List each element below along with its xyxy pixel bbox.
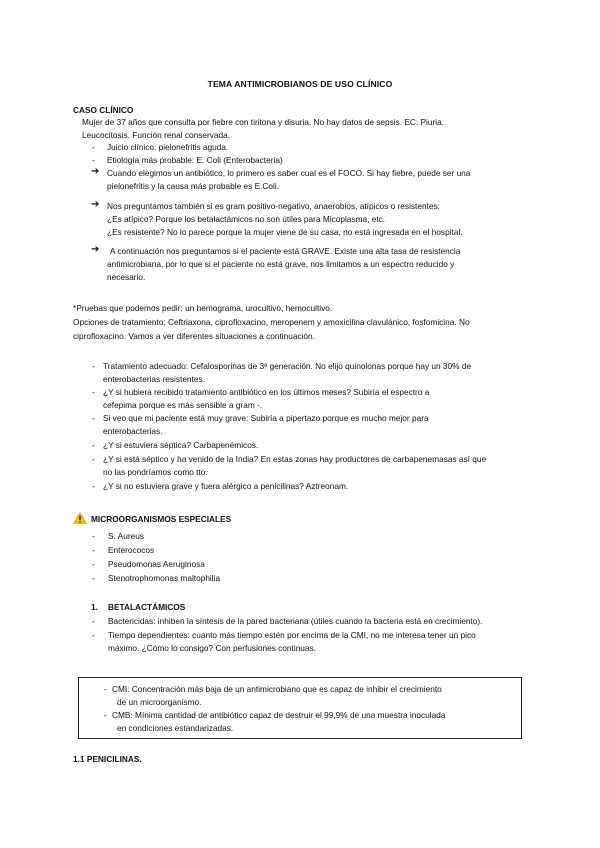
arrow-2-line-2: ¿Es atípico? Porque los betalactámicos no son útiles para Micoplasma, etc.	[107, 214, 386, 224]
micro-item: Pseudomonas Aeruginosa	[108, 559, 205, 569]
tratamiento-3-line-2: enterobacterias.	[103, 426, 163, 436]
beta-item-2-line-2: máximo. ¿Cómo lo consigo? Con perfusiones continuas.	[108, 643, 316, 653]
arrow-3-line-1: A continuación nos preguntamos si el paciente está GRAVE. Existe una alta tasa de resistencia	[110, 246, 461, 256]
dash-marker: -	[104, 710, 107, 720]
dash-marker: -	[92, 142, 95, 152]
arrow-1-line-1: Cuando elegimos un antibiótico, lo primero es saber cual es el FOCO. Si hay fiebre, puede ser una	[107, 168, 471, 178]
right-arrow-icon: ➔	[91, 244, 100, 255]
arrow-1-line-2: pielonefritis y la causa más probable es E.Coli.	[107, 181, 280, 191]
micro-item: Stenotrophomonas maltophilia	[108, 573, 221, 583]
cmb-line-1: CMB: Mínima cantidad de antibiótico capaz de destruir el 99,9% de una muestra inoculada	[112, 710, 446, 720]
dash-marker: -	[92, 616, 95, 626]
tratamiento-2-line-1: ¿Y si hubiera recibido tratamiento antibiótico en los últimos meses? Subiría el espectro a	[103, 387, 430, 397]
dash-marker: -	[104, 684, 107, 694]
micro-item: S. Aureus	[108, 531, 144, 541]
right-arrow-icon: ➔	[91, 166, 100, 177]
arrow-3-line-3: necesario.	[107, 272, 146, 282]
tratamiento-5-line-2: no las pondríamos como tto.	[103, 467, 208, 477]
penicilinas-heading: 1.1 PENICILINAS.	[73, 754, 142, 764]
dash-marker: -	[92, 440, 95, 450]
dash-marker: -	[92, 155, 95, 165]
dash-marker: -	[92, 559, 95, 569]
tratamiento-3-line-1: Si veo que mi paciente está muy grave: Subiría a pipertazo porque es mucho mejor para	[103, 413, 429, 423]
page-title: TEMA ANTIMICROBIANOS DE USO CLÍNICO	[207, 79, 393, 89]
section-number: 1.	[91, 602, 98, 612]
cmi-line-2: de un microorganismo.	[117, 697, 202, 707]
dash-marker: -	[92, 545, 95, 555]
tratamiento-1-line-1: Tratamiento adecuado: Cefalosporinas de 3ª generación. No elijo quinolonas porque hay un 30% de	[103, 361, 472, 371]
dash-marker: -	[92, 387, 95, 397]
arrow-2-line-3: ¿Es resistente? No lo parece porque la mujer viene de su casa, no está ingresada en el hospital.	[107, 227, 463, 237]
tratamiento-4-line-1: ¿Y si estuviera séptica? Carbapenémicos.	[103, 440, 259, 450]
caso-heading: CASO CLÍNICO	[73, 105, 134, 115]
beta-item-1-line-1: Bactericidas: inhiben la síntesis de la pared bacteriana (útiles cuando la bacteria está en crecimiento).	[108, 616, 483, 626]
dash-marker: -	[92, 630, 95, 640]
arrow-3-line-2: antimicrobiana, por lo que si el paciente no está grave, nos limitamos a un espectro reducido y	[107, 259, 455, 269]
dash-marker: -	[92, 413, 95, 423]
bullet-juicio: Juicio clínico: pielonefritis aguda.	[107, 142, 229, 152]
beta-item-2-line-1: Tiempo dependientes: cuanto más tiempo estén por encima de la CMI, no me interesa tener un pico	[108, 630, 476, 640]
cmi-line-1: CMI: Concentración más baja de un antimicrobiano que es capaz de inhibir el crecimiento	[112, 684, 442, 694]
bullet-etiologia: Etiología más probable: E. Coli (Enterobacteria)	[107, 155, 283, 165]
tratamiento-1-line-2: enterobacterias resistentes.	[103, 374, 205, 384]
arrow-2-line-1: Nos preguntamos también si es gram positivo-negativo, anaerobios, atípicos o resistentes:	[107, 201, 440, 211]
warning-icon	[73, 512, 87, 524]
dash-marker: -	[92, 481, 95, 491]
caso-intro-line-1: Mujer de 37 años que consulta por fiebre con tiritona y disuria. No hay datos de sepsis. EC: Piuria.	[82, 117, 445, 127]
dash-marker: -	[92, 531, 95, 541]
tratamiento-5-line-1: ¿Y si está séptico y ha venido de la India? En estas zonas hay productores de carbapenemasas así que	[103, 454, 487, 464]
micro-item: Enterococos	[108, 545, 155, 555]
tratamiento-6-line-1: ¿Y si no estuviera grave y fuera alérgico a penicilinas? Aztreonam.	[103, 481, 349, 491]
dash-marker: -	[92, 361, 95, 371]
beta-heading: BETALACTÁMICOS	[108, 602, 186, 612]
caso-intro-line-2: Leucocitosis. Función renal conservada.	[82, 130, 231, 140]
tratamiento-2-line-2: cefepima porque es más sensible a gram -.	[103, 400, 263, 410]
pruebas-text: *Pruebas que podemos pedir: un hemograma, urocultivo, hemocultivo.	[73, 303, 333, 313]
dash-marker: -	[92, 573, 95, 583]
micro-heading: MICROORGANISMOS ESPECIALES	[91, 514, 232, 524]
cmb-line-2: en condiciones estandarizadas.	[117, 723, 234, 733]
dash-marker: -	[92, 454, 95, 464]
opciones-line-2: ciprofloxacino. Vamos a ver diferentes situaciones a continuación.	[73, 331, 315, 341]
right-arrow-icon: ➔	[91, 199, 100, 210]
opciones-line-1: Opciones de tratamiento: Ceftriaxona, ciprofloxacino, meropenem y amoxicilina clavulánico, fosfomicina. No	[73, 317, 470, 327]
